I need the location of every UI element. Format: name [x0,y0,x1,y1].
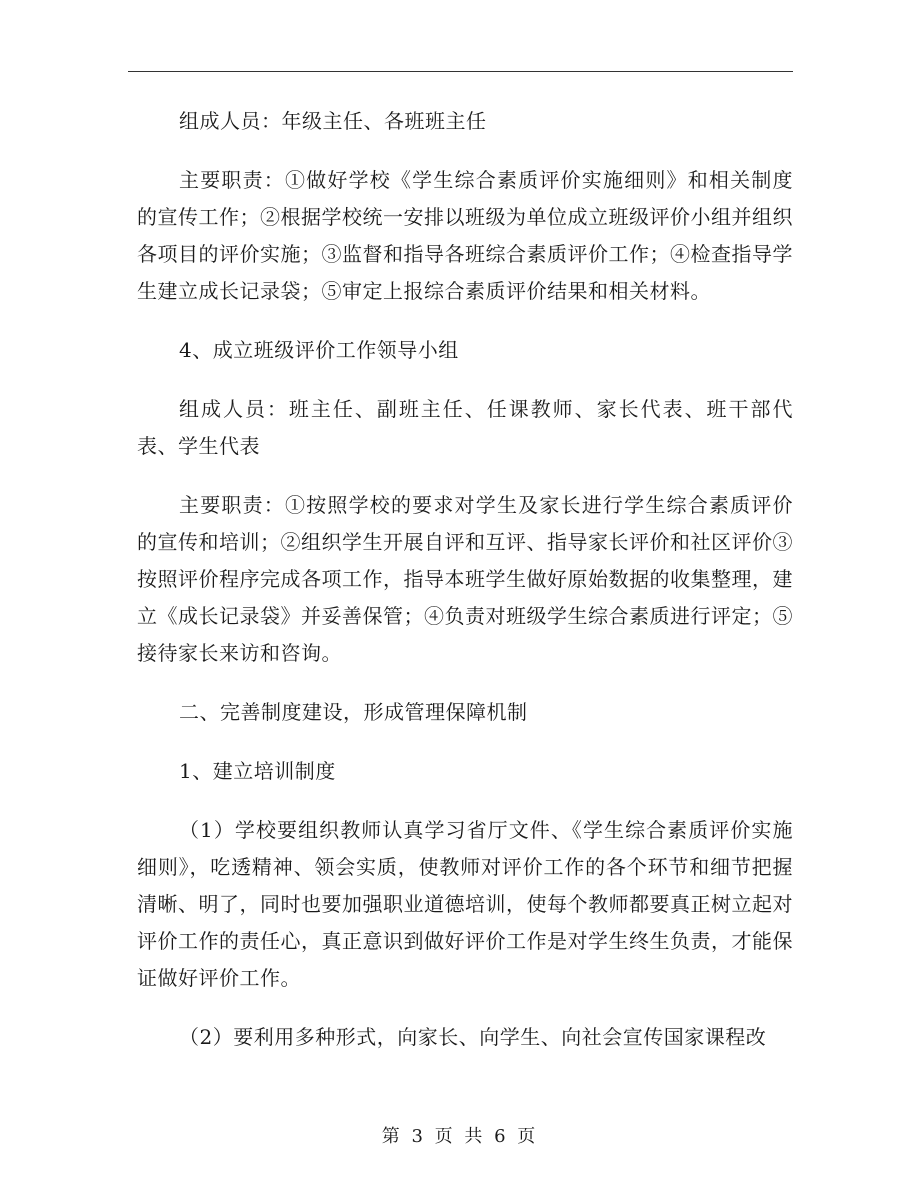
paragraph-training-1: （1）学校要组织教师认真学习省厅文件、《学生综合素质评价实施细则》，吃透精神、领会实质，使教师对评价工作的各个环节和细节把握清晰、明了，同时也要加强职业道德培训，使每个教师都要真正树立起对评价工作的责任心，真正意识到做好评价工作是对学生终生负责，才能保证做好评价工作。 [137,818,793,990]
page-number-footer: 第 3 页 共 6 页 [381,1126,539,1147]
section-heading-system: 二、完善制度建设，形成管理保障机制 [179,700,528,724]
subsection-heading-training: 1、建立培训制度 [179,759,336,783]
header-rule [128,71,793,72]
document-body [137,103,793,1056]
paragraph-training-2: （2）要利用多种形式，向家长、向学生、向社会宣传国家课程改 [179,1025,767,1049]
paragraph-heading-class-group: 4、成立班级评价工作领导小组 [179,338,459,362]
paragraph-duties-class: 主要职责：①按照学校的要求对学生及家长进行学生综合素质评价的宣传和培训；②组织学生开展自评和互评、指导家长评价和社区评价③按照评价程序完成各项工作，指导本班学生做好原始数据的收集整理，建立《成长记录袋》并妥善保管；④负责对班级学生综合素质进行评定；⑤接待家长来访和咨询。 [137,493,793,665]
paragraph-members-grade: 组成人员：年级主任、各班班主任 [179,109,487,133]
paragraph-members-class: 组成人员：班主任、副班主任、任课教师、家长代表、班干部代表、学生代表 [137,397,793,458]
paragraph-duties-grade: 主要职责：①做好学校《学生综合素质评价实施细则》和相关制度的宣传工作；②根据学校统一安排以班级为单位成立班级评价小组并组织各项目的评价实施；③监督和指导各班综合素质评价工作；④检查指导学生建立成长记录袋；⑤审定上报综合素质评价结果和相关材料。 [137,168,793,303]
